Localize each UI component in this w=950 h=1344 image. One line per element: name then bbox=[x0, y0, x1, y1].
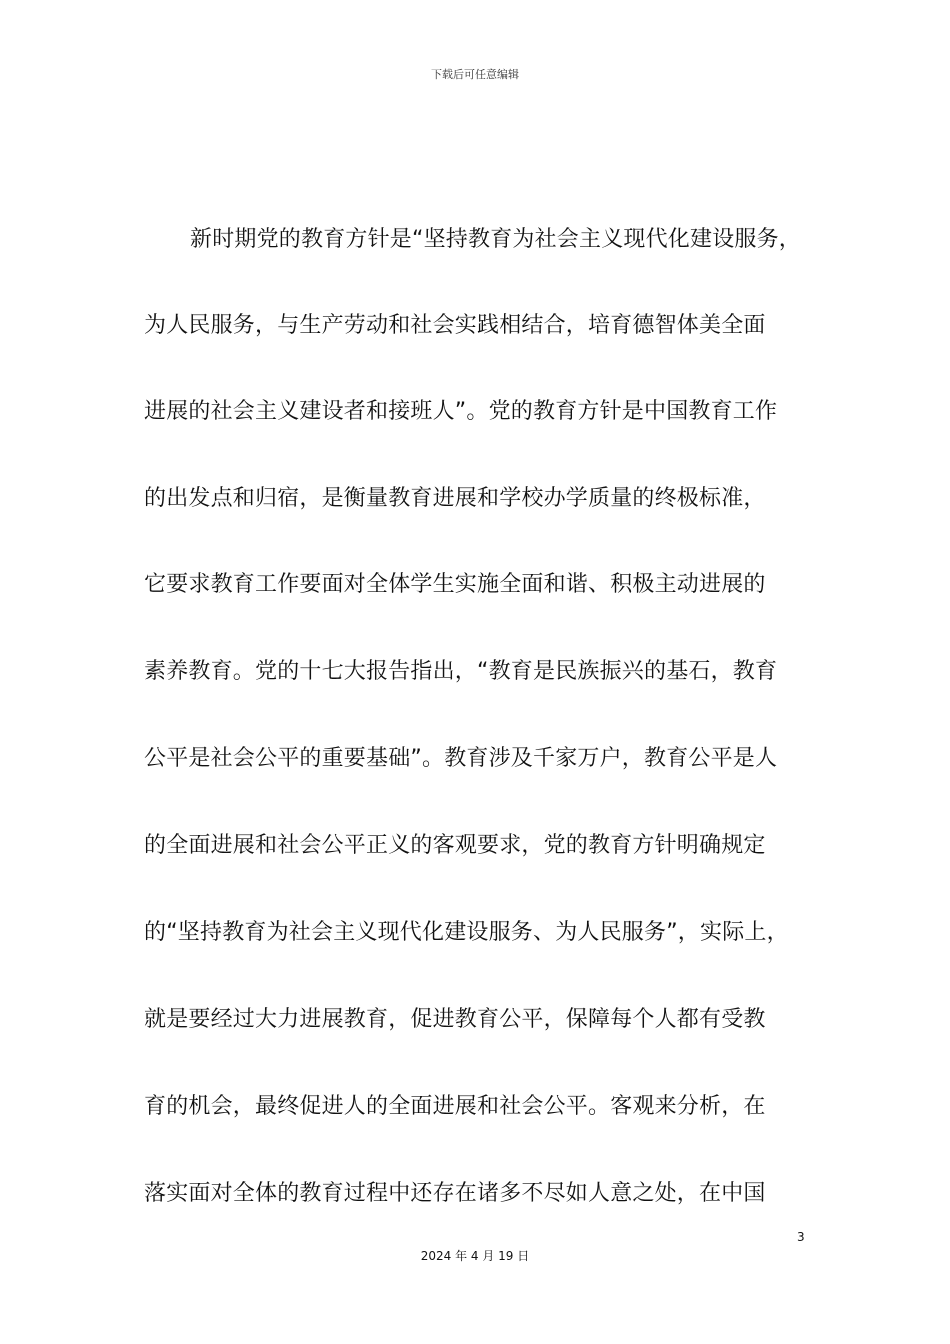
paragraph-line: 素养教育。党的十七大报告指出，“教育是民族振兴的基石，教育 bbox=[144, 659, 778, 684]
paragraph-line: 公平是社会公平的重要基础”。教育涉及千家万户，教育公平是人 bbox=[144, 746, 778, 771]
paragraph-line: 进展的社会主义建设者和接班人”。党的教育方针是中国教育工作 bbox=[144, 399, 778, 424]
paragraph-line: 就是要经过大力进展教育，促进教育公平，保障每个人都有受教 bbox=[144, 1007, 766, 1032]
paragraph-line: 育的机会，最终促进人的全面进展和社会公平。客观来分析，在 bbox=[144, 1094, 766, 1119]
paragraph-line: 为人民服务，与生产劳动和社会实践相结合，培育德智体美全面 bbox=[144, 313, 766, 338]
paragraph-line: 新时期党的教育方针是“坚持教育为社会主义现代化建设服务， bbox=[190, 227, 801, 252]
page-header: 下载后可任意编辑 bbox=[431, 68, 519, 81]
paragraph-line: 的全面进展和社会公平正义的客观要求，党的教育方针明确规定 bbox=[144, 833, 766, 858]
page-number: 3 bbox=[797, 1230, 805, 1244]
paragraph-line: 它要求教育工作要面对全体学生实施全面和谐、积极主动进展的 bbox=[144, 572, 766, 597]
paragraph-line: 落实面对全体的教育过程中还存在诸多不尽如人意之处，在中国 bbox=[144, 1181, 766, 1206]
paragraph-line: 的“坚持教育为社会主义现代化建设服务、为人民服务”，实际上， bbox=[144, 920, 789, 945]
footer-date: 2024 年 4 月 19 日 bbox=[420, 1249, 530, 1263]
paragraph-line: 的出发点和归宿，是衡量教育进展和学校办学质量的终极标准， bbox=[144, 486, 766, 511]
